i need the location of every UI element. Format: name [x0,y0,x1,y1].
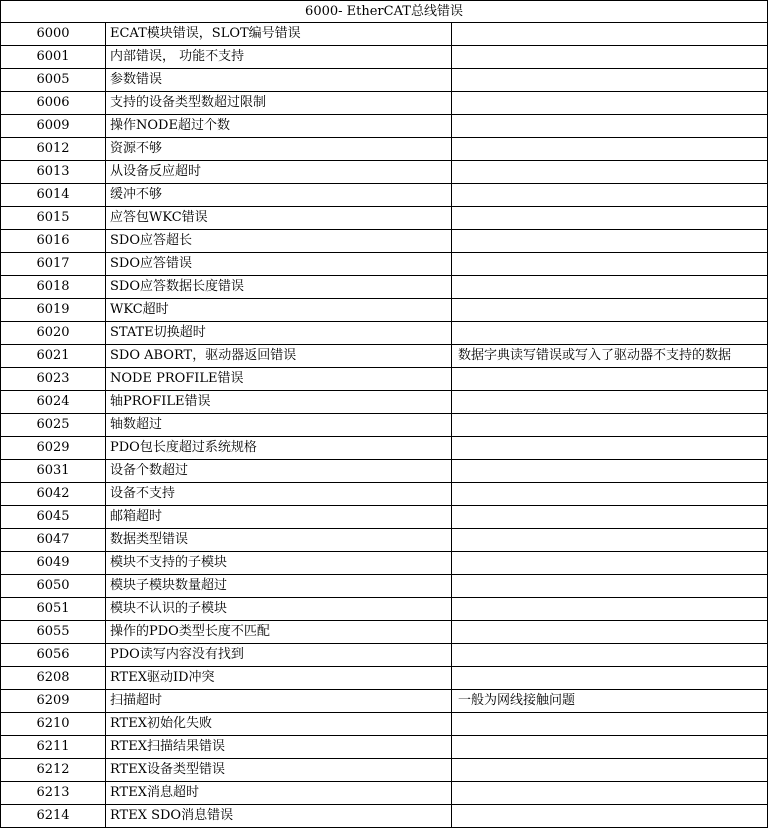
error-note-cell [452,644,768,667]
error-description-cell: 数据类型错误 [106,529,452,552]
error-note-cell [452,667,768,690]
error-code-cell: 6019 [1,299,106,322]
error-code-cell: 6021 [1,345,106,368]
error-note-cell [452,92,768,115]
error-description-cell: 模块不认识的子模块 [106,598,452,621]
error-code-cell: 6045 [1,506,106,529]
table-row [1,667,768,690]
error-note-cell [452,759,768,782]
error-note-cell [452,368,768,391]
error-description-cell: STATE切换超时 [106,322,452,345]
error-description-cell: 模块子模块数量超过 [106,575,452,598]
table-row [1,299,768,322]
table-title-row [1,1,768,23]
error-description-cell: 应答包WKC错误 [106,207,452,230]
table-row [1,506,768,529]
error-description-cell: RTEX SDO消息错误 [106,805,452,828]
error-note-cell [452,598,768,621]
table-title: 6000- EtherCAT总线错误 [1,1,768,23]
table-row [1,483,768,506]
error-description-cell: 从设备反应超时 [106,161,452,184]
error-note-cell [452,805,768,828]
error-description-cell: PDO包长度超过系统规格 [106,437,452,460]
table-row [1,690,768,713]
table-row [1,529,768,552]
error-description-cell: 模块不支持的子模块 [106,552,452,575]
error-code-cell: 6000 [1,23,106,46]
table-row [1,46,768,69]
error-note-cell [452,529,768,552]
error-code-cell: 6020 [1,322,106,345]
table-row [1,322,768,345]
table-body [1,23,768,828]
error-note-cell [452,460,768,483]
error-note-cell [452,46,768,69]
error-code-cell: 6209 [1,690,106,713]
table-row [1,644,768,667]
error-code-cell: 6050 [1,575,106,598]
error-note-cell [452,207,768,230]
error-code-cell: 6212 [1,759,106,782]
error-code-cell: 6049 [1,552,106,575]
error-note-cell [452,621,768,644]
error-note-cell [452,713,768,736]
error-description-cell: RTEX初始化失败 [106,713,452,736]
error-note-cell [452,299,768,322]
error-code-cell: 6015 [1,207,106,230]
error-description-cell: RTEX驱动ID冲突 [106,667,452,690]
error-note-cell [452,161,768,184]
error-code-cell: 6031 [1,460,106,483]
error-code-cell: 6029 [1,437,106,460]
error-description-cell: SDO应答数据长度错误 [106,276,452,299]
error-code-cell: 6214 [1,805,106,828]
error-code-cell: 6013 [1,161,106,184]
error-description-cell: SDO ABORT，驱动器返回错误 [106,345,452,368]
table-row [1,69,768,92]
error-code-cell: 6016 [1,230,106,253]
error-description-cell: RTEX扫描结果错误 [106,736,452,759]
error-note-cell [452,138,768,161]
error-description-cell: NODE PROFILE错误 [106,368,452,391]
error-description-cell: WKC超时 [106,299,452,322]
error-note-cell [452,782,768,805]
error-description-cell: 操作NODE超过个数 [106,115,452,138]
error-code-cell: 6213 [1,782,106,805]
error-description-cell: PDO读写内容没有找到 [106,644,452,667]
table-row [1,414,768,437]
error-code-cell: 6006 [1,92,106,115]
error-code-cell: 6018 [1,276,106,299]
error-description-cell: 轴PROFILE错误 [106,391,452,414]
error-code-cell: 6208 [1,667,106,690]
error-note-cell [452,483,768,506]
error-code-cell: 6025 [1,414,106,437]
error-code-cell: 6056 [1,644,106,667]
error-code-cell: 6051 [1,598,106,621]
table-row [1,276,768,299]
error-note-cell [452,23,768,46]
error-code-cell: 6211 [1,736,106,759]
error-code-cell: 6210 [1,713,106,736]
error-code-cell: 6009 [1,115,106,138]
error-note-cell [452,575,768,598]
error-description-cell: 设备个数超过 [106,460,452,483]
table-row [1,805,768,828]
error-description-cell: 缓冲不够 [106,184,452,207]
error-description-cell: 参数错误 [106,69,452,92]
error-note-cell [452,437,768,460]
error-description-cell: 操作的PDO类型长度不匹配 [106,621,452,644]
error-code-cell: 6017 [1,253,106,276]
table-row [1,552,768,575]
table-row [1,138,768,161]
error-code-cell: 6014 [1,184,106,207]
error-description-cell: 支持的设备类型数超过限制 [106,92,452,115]
error-note-cell [452,276,768,299]
error-code-cell: 6001 [1,46,106,69]
error-description-cell: SDO应答超长 [106,230,452,253]
error-description-cell: 扫描超时 [106,690,452,713]
table-row [1,92,768,115]
table-row [1,184,768,207]
table-row [1,575,768,598]
error-code-cell: 6012 [1,138,106,161]
table-row [1,437,768,460]
table-row [1,621,768,644]
error-note-cell [452,552,768,575]
error-note-cell [452,184,768,207]
error-description-cell: 资源不够 [106,138,452,161]
table-row [1,115,768,138]
error-note-cell [452,322,768,345]
error-code-cell: 6042 [1,483,106,506]
error-note-cell: 数据字典读写错误或写入了驱动器不支持的数据 [452,345,768,368]
table-row [1,598,768,621]
error-description-cell: ECAT模块错误，SLOT编号错误 [106,23,452,46]
table-row [1,782,768,805]
error-code-cell: 6024 [1,391,106,414]
error-note-cell [452,230,768,253]
error-note-cell [452,253,768,276]
table-row [1,345,768,368]
table-row [1,460,768,483]
table-row [1,207,768,230]
error-note-cell [452,736,768,759]
error-description-cell: 设备不支持 [106,483,452,506]
table-row [1,253,768,276]
error-note-cell [452,506,768,529]
error-code-cell: 6055 [1,621,106,644]
table-row [1,736,768,759]
error-description-cell: 轴数超过 [106,414,452,437]
error-note-cell [452,69,768,92]
table-row [1,23,768,46]
table-row [1,713,768,736]
error-note-cell [452,414,768,437]
error-description-cell: RTEX设备类型错误 [106,759,452,782]
table-row [1,759,768,782]
error-note-cell: 一般为网线接触问题 [452,690,768,713]
error-description-cell: 邮箱超时 [106,506,452,529]
error-code-cell: 6023 [1,368,106,391]
error-description-cell: SDO应答错误 [106,253,452,276]
table-row [1,391,768,414]
table-row [1,368,768,391]
error-note-cell [452,391,768,414]
error-code-cell: 6047 [1,529,106,552]
error-note-cell [452,115,768,138]
table-row [1,161,768,184]
error-description-cell: 内部错误， 功能不支持 [106,46,452,69]
table-row [1,230,768,253]
error-code-cell: 6005 [1,69,106,92]
error-description-cell: RTEX消息超时 [106,782,452,805]
